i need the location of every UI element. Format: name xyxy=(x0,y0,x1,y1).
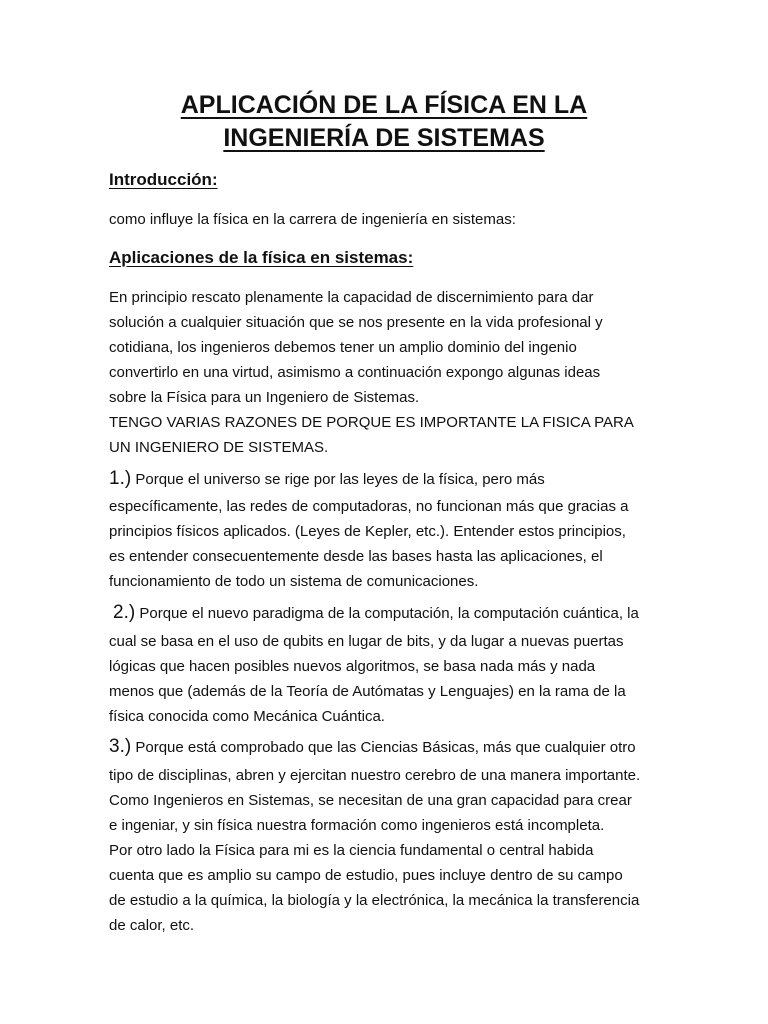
intro-text: como influye la física en la carrera de ingeniería en sistemas: xyxy=(109,211,516,228)
paragraph-line: UN INGENIERO DE SISTEMAS. xyxy=(109,439,329,456)
paragraph-line: sobre la Física para un Ingeniero de Sistemas. xyxy=(109,389,420,406)
point-3-line: cuenta que es amplio su campo de estudio, pues incluye dentro de su campo xyxy=(109,867,623,884)
point-2-line xyxy=(113,603,639,624)
paragraph-line: solución a cualquier situación que se nos presente en la vida profesional y xyxy=(109,314,603,331)
point-2-text: Porque el nuevo paradigma de la computación, la computación cuántica, la xyxy=(135,605,639,622)
point-3-text: Porque está comprobado que las Ciencias Básicas, más que cualquier otro xyxy=(131,739,636,756)
applications-heading: Aplicaciones de la física en sistemas: xyxy=(109,248,414,267)
document-title-line-1: APLICACIÓN DE LA FÍSICA EN LA xyxy=(180,91,588,119)
point-3-line: de calor, etc. xyxy=(109,917,195,934)
paragraph-line: cotidiana, los ingenieros debemos tener un amplio dominio del ingenio xyxy=(109,339,577,356)
point-3-line xyxy=(109,737,636,758)
point-2-number: 2.) xyxy=(113,602,136,623)
point-2-line: menos que (además de la Teoría de Autómatas y Lenguajes) en la rama de la xyxy=(109,683,626,700)
point-1-line: funcionamiento de todo un sistema de comunicaciones. xyxy=(109,573,479,590)
paragraph-line: TENGO VARIAS RAZONES DE PORQUE ES IMPORTANTE LA FISICA PARA xyxy=(109,414,634,431)
point-2-line: cual se basa en el uso de qubits en lugar de bits, y da lugar a nuevas puertas xyxy=(109,633,624,650)
point-3-line: Como Ingenieros en Sistemas, se necesitan de una gran capacidad para crear xyxy=(109,792,632,809)
point-1-text: Porque el universo se rige por las leyes de la física, pero más xyxy=(131,471,545,488)
point-1-line: es entender consecuentemente desde las bases hasta las aplicaciones, el xyxy=(109,548,603,565)
point-2-line: lógicas que hacen posibles nuevos algoritmos, se basa nada más y nada xyxy=(109,658,596,675)
paragraph-line: En principio rescato plenamente la capacidad de discernimiento para dar xyxy=(109,289,594,306)
point-1-line: principios físicos aplicados. (Leyes de Kepler, etc.). Entender estos principios, xyxy=(109,523,626,540)
point-2-line: física conocida como Mecánica Cuántica. xyxy=(109,708,385,725)
point-1-line: específicamente, las redes de computadoras, no funcionan más que gracias a xyxy=(109,498,629,515)
point-1-number: 1.) xyxy=(109,468,132,489)
point-3-line: Por otro lado la Física para mi es la ciencia fundamental o central habida xyxy=(109,842,594,859)
point-3-number: 3.) xyxy=(109,736,132,757)
point-3-line: tipo de disciplinas, abren y ejercitan nuestro cerebro de una manera importante. xyxy=(109,767,641,784)
paragraph-line: convertirlo en una virtud, asimismo a continuación expongo algunas ideas xyxy=(109,364,601,381)
intro-heading: Introducción: xyxy=(109,170,218,189)
point-3-line: de estudio a la química, la biología y la electrónica, la mecánica la transferencia xyxy=(109,892,640,909)
point-1-line xyxy=(109,469,545,490)
point-3-line: e ingeniar, y sin física nuestra formación como ingenieros está incompleta. xyxy=(109,817,605,834)
document-title-line-2: INGENIERÍA DE SISTEMAS xyxy=(223,124,545,152)
